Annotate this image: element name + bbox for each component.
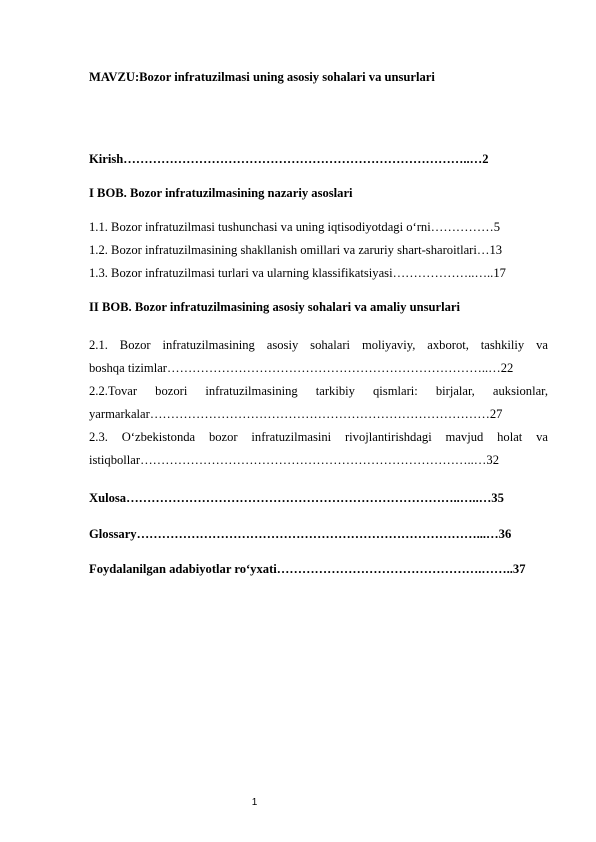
toc-chapter-1-heading: I BOB. Bozor infratuzilmasining nazariy asoslari [89,186,353,200]
toc-entry-2-1-line-2: boshqa tizimlar…………………………………………………………………..…22 [89,361,514,375]
toc-entry-2-2-line-1: 2.2.Tovar bozori infratuzilmasining tarkibiy qismlari: birjalar, auksionlar, [89,384,548,398]
toc-entry-1-1: 1.1. Bozor infratuzilmasi tushunchasi va uning iqtisodiyotdagi o‘rni……………5 [89,220,500,234]
toc-entry-1-2: 1.2. Bozor infratuzilmasining shakllanish omillari va zaruriy shart-sharoitlari…13 [89,243,503,257]
toc-entry-glossary: Glossary………………………………………………………………………...…36 [89,527,512,541]
toc-entry-2-2-line-2: yarmarkalar………………………………………………………………………27 [89,407,503,421]
toc-entry-2-3-line-1: 2.3. O‘zbekistonda bozor infratuzilmasini rivojlantirishdagi mavjud holat va [89,430,548,444]
toc-entry-2-1-line-1: 2.1. Bozor infratuzilmasining asosiy sohalari moliyaviy, axborot, tashkiliy va [89,338,548,352]
toc-entry-1-3: 1.3. Bozor infratuzilmasi turlari va ularning klassifikatsiyasi………………..…..17 [89,266,506,280]
page-number: 1 [251,797,258,808]
toc-entry-2-3-line-2: istiqbollar……………………………………………………………………..…32 [89,453,499,467]
toc-entry-conclusion: Xulosa……………………………………………………………………..…..…35 [89,491,504,505]
toc-entry-introduction: Kirish………………………………………………………………………..…2 [89,152,489,166]
toc-entry-references: Foydalanilgan adabiyotlar ro‘yxati………………………………………….……..37 [89,562,526,576]
document-title: MAVZU:Bozor infratuzilmasi uning asosiy sohalari va unsurlari [89,70,435,84]
toc-chapter-2-heading: II BOB. Bozor infratuzilmasining asosiy sohalari va amaliy unsurlari [89,300,460,314]
